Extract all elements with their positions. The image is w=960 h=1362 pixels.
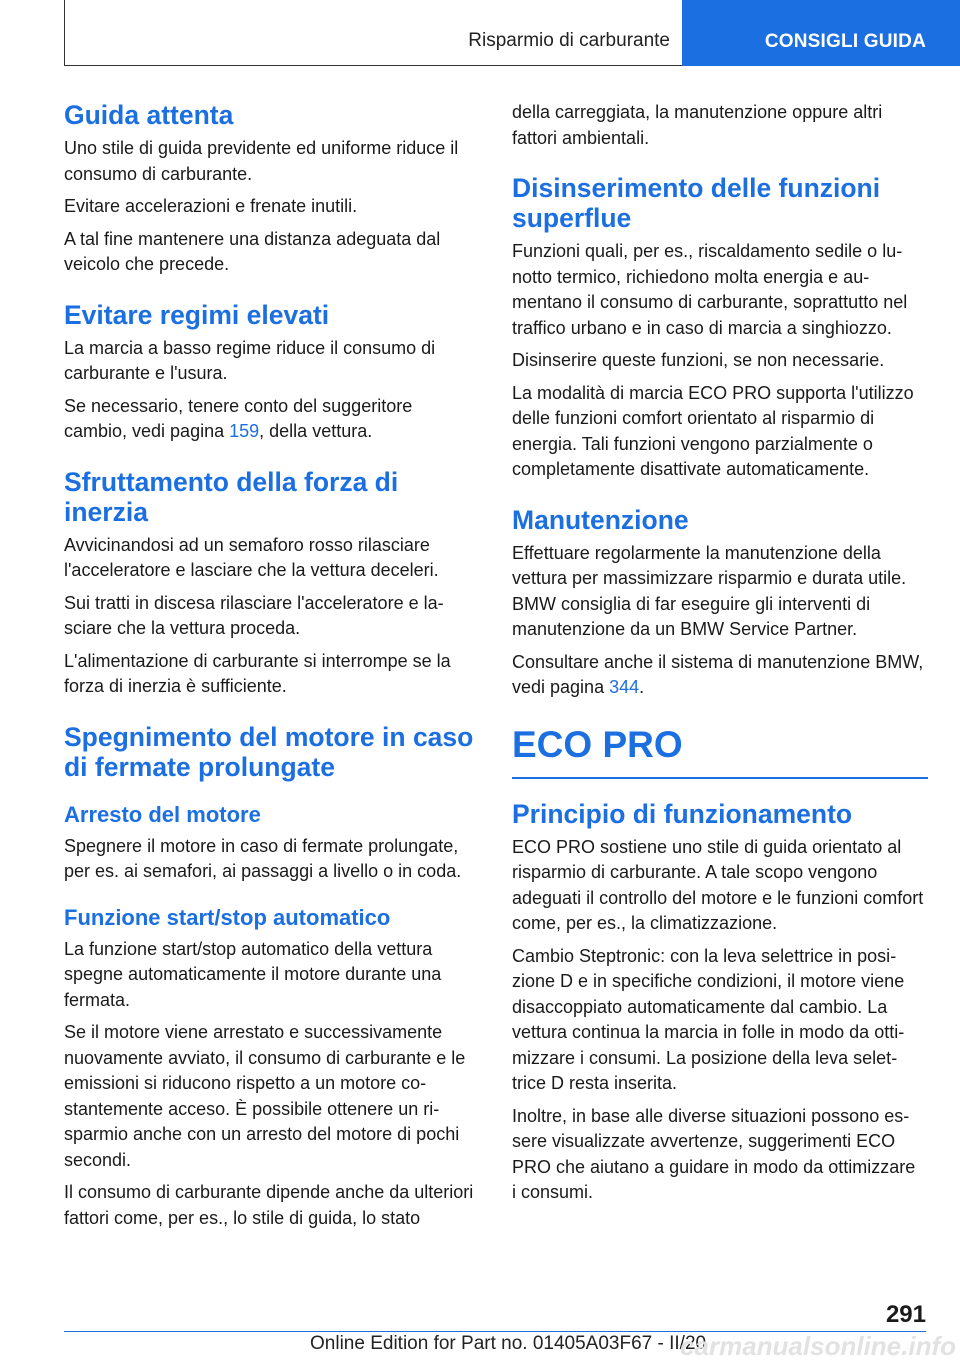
eco-pro-chapter <box>512 723 924 779</box>
paragraph: Effettuare regolarmente la manutenzione della vettura per massimizzare risparmio e durata utile. BMW consiglia di far eseguire gli interventi di manutenzione da un BMW Service Partner. <box>512 542 907 639</box>
subheading-start-stop: Funzione start/stop automatico <box>64 904 391 930</box>
page-number: 291 <box>885 1301 926 1328</box>
heading-manutenzione: Manutenzione <box>512 504 689 535</box>
paragraph: Funzioni quali, per es., riscaldamento sedile o lunotto termico, richiedono molta energia e aumentano il consumo di carburante, soprattutto nel traffico urbano e in caso di marcia a singhiozzo. <box>512 241 908 338</box>
paragraph: L'alimentazione di carburante si interrompe se la forza di inerzia è sufficiente. <box>64 650 451 696</box>
paragraph: Se necessario, tenere conto del suggeritore cambio, vedi pagina 159, della vettura. <box>64 395 413 441</box>
heading-evitare-regimi: Evitare regimi elevati <box>64 299 330 330</box>
heading-guida-attenta: Guida attenta <box>64 100 234 130</box>
subheading-arresto-motore: Arresto del motore <box>64 801 261 827</box>
paragraph: La marcia a basso regime riduce il consumo di carburante e l'usura. <box>64 337 436 383</box>
page-link-159[interactable]: 159 <box>229 421 260 441</box>
paragraph: Uno stile di guida previdente ed uniforme riduce il consumo di carburante. <box>64 138 459 184</box>
paragraph: La modalità di marcia ECO PRO supporta l'utilizzo delle funzioni comfort orientato al risparmio di energia. Tali funzioni vengono parzialmente o completamente disattivate automaticamente. <box>512 382 914 479</box>
left-column <box>64 100 476 1238</box>
section-title: Risparmio di carburante <box>468 30 670 51</box>
chapter-tab[interactable] <box>682 0 960 66</box>
chapter-divider <box>512 777 928 779</box>
heading-spegnimento-motore: Spegnimento del motore in caso di fermate prolungate <box>64 721 474 782</box>
section-header <box>64 0 682 66</box>
paragraph: Avvicinandosi ad un semaforo rosso rilasciare l'acceleratore e lasciare che la vettura deceleri. <box>64 534 439 580</box>
paragraph: Cambio Steptronic: con la leva selettrice in posizione D e in specifiche condizioni, il motore viene disaccoppiato automaticamente dal cambio. La vettura continua la marcia in folle in modo da ottimizzare i consumi. La posizione della leva selettrice D resta inserita. <box>512 945 905 1093</box>
paragraph: Se il motore viene arrestato e successivamente nuovamente avviato, il consumo di carburante e le emissioni si riducono rispetto a un motore costantemente acceso. È possibile ottenere un risparmio anche con un arresto del motore di pochi secondi. <box>64 1022 466 1170</box>
footer-edition: Online Edition for Part no. 01405A03F67 - II/20 <box>310 1333 707 1354</box>
heading-principio-funzionamento: Principio di funzionamento <box>512 798 853 829</box>
page-header <box>64 0 960 66</box>
paragraph: Inoltre, in base alle diverse situazioni possono essere visualizzate avvertenze, suggerimenti ECO PRO che aiutano a guidare in modo da ottimizzare i consumi. <box>512 1105 916 1202</box>
right-column <box>512 100 924 1213</box>
paragraph: La funzione start/stop automatico della vettura spegne automaticamente il motore durante una fermata. <box>64 938 442 1010</box>
heading-disinserimento: Disinserimento delle funzioni superflue <box>512 173 881 233</box>
paragraph: A tal fine mantenere una distanza adeguata dal veicolo che precede. <box>64 228 441 274</box>
chapter-title: CONSIGLI GUIDA <box>764 31 926 52</box>
paragraph-continuation: della carreggiata, la manutenzione oppure altri fattori ambientali. <box>512 102 883 148</box>
paragraph: Disinserire queste funzioni, se non necessarie. <box>512 350 885 370</box>
page-link-344[interactable]: 344 <box>609 677 640 697</box>
paragraph: Consultare anche il sistema di manutenzione BMW, vedi pagina 344. <box>512 651 924 697</box>
paragraph: Il consumo di carburante dipende anche da ulteriori fattori come, per es., lo stile di guida, lo stato <box>64 1182 474 1228</box>
heading-forza-inerzia: Sfruttamento della forza di inerzia <box>64 466 399 527</box>
paragraph: Evitare accelerazioni e frenate inutili. <box>64 196 358 216</box>
paragraph: ECO PRO sostiene uno stile di guida orientato al risparmio di carburante. A tale scopo vengono adeguati il controllo del motore e le funzioni comfort come, per es., la climatizzazione. <box>512 836 924 933</box>
paragraph: Sui tratti in discesa rilasciare l'acceleratore e lasciare che la vettura proceda. <box>64 592 444 638</box>
paragraph: Spegnere il motore in caso di fermate prolungate, per es. ai semafori, ai passaggi a livello o in coda. <box>64 835 462 881</box>
heading-eco-pro: ECO PRO <box>512 723 683 765</box>
watermark-logo: carmanualsonline.info <box>680 1331 956 1361</box>
